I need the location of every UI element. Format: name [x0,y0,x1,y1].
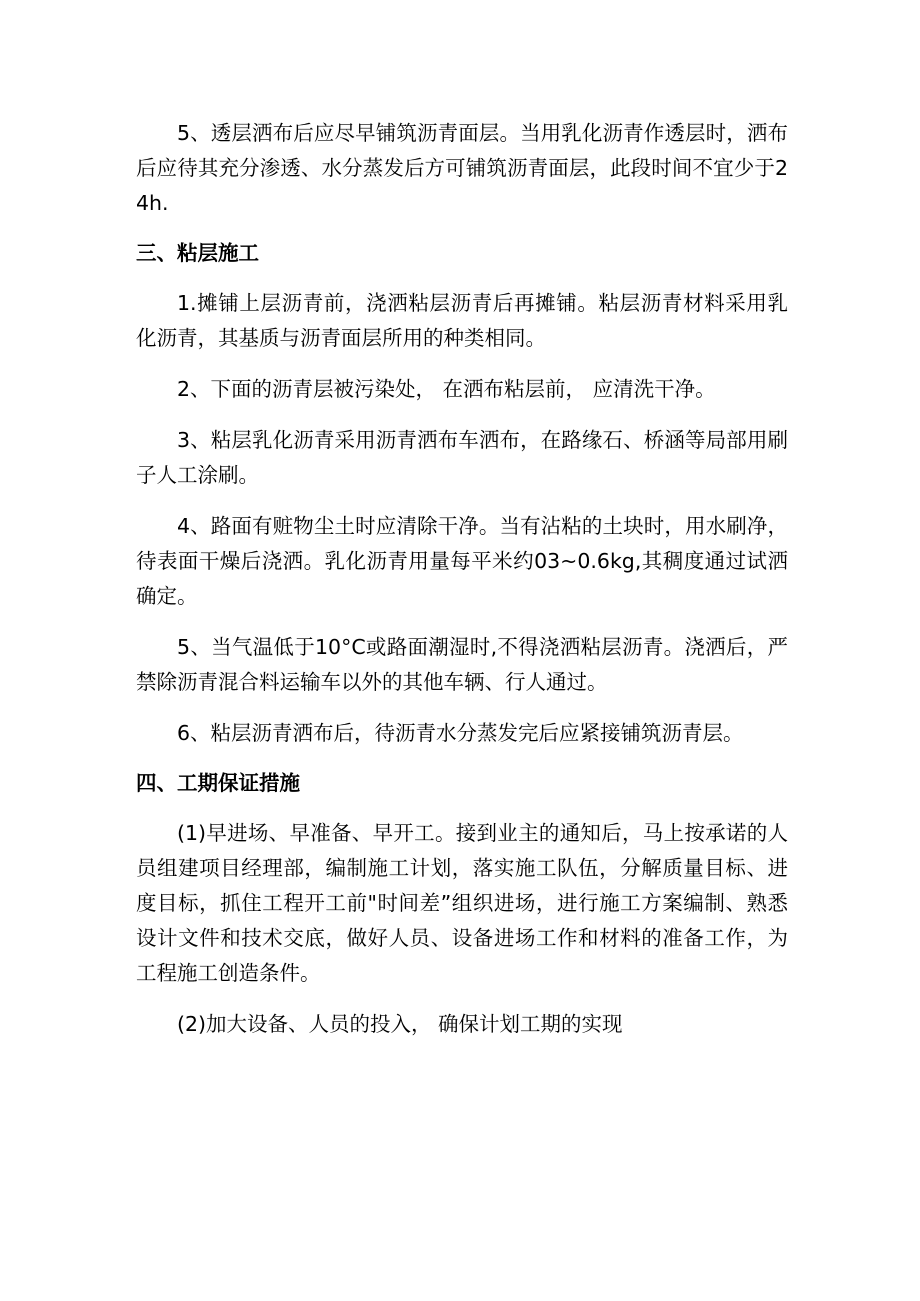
paragraph-tack-coat-1: 1.摊铺上层沥青前，浇洒粘层沥青后再摊铺。粘层沥青材料采用乳化沥青，其基质与沥青面层所用的种类相同。 [136,291,788,350]
paragraph-schedule-2: (2)加大设备、人员的投入， 确保计划工期的实现 [177,1012,623,1036]
paragraph-schedule-1: (1)早进场、早准备、早开工。接到业主的通知后，马上按承诺的人员组建项目经理部，编制施工计划，落实施工队伍，分解质量目标、进度目标，抓住工程开工前"时间差”组织进场，进行施工方案编制、熟悉设计文件和技术交底，做好人员、设备进场工作和材料的准备工作，为工程施工创造条件。 [136,821,788,985]
paragraph-tack-coat-2: 2、下面的沥青层被污染处， 在洒布粘层前， 应清洗干净。 [177,377,716,401]
section-heading-schedule: 四、工期保证措施 [136,771,300,795]
paragraph-tack-coat-4: 4、路面有赃物尘土时应清除干净。当有沾粘的土块时，用水刷净，待表面干燥后浇洒。乳化沥青用量每平米约03~0.6kg,其稠度通过试洒确定。 [136,514,788,608]
document-page [136,116,788,1042]
paragraph-tack-coat-3: 3、粘层乳化沥青采用沥青洒布车洒布，在路缘石、桥涵等局部用刷子人工涂刷。 [136,428,788,487]
paragraph-tack-coat-5: 5、当气温低于10°C或路面潮湿时,不得浇洒粘层沥青。浇洒后，严禁除沥青混合料运输车以外的其他车辆、行人通过。 [136,635,788,694]
section-heading-tack-coat: 三、粘层施工 [136,241,259,265]
paragraph-prime-coat-5: 5、透层洒布后应尽早铺筑沥青面层。当用乳化沥青作透层时，洒布后应待其充分渗透、水分蒸发后方可铺筑沥青面层，此段时间不宜少于24h. [136,121,788,215]
paragraph-tack-coat-6: 6、粘层沥青洒布后，待沥青水分蒸发完后应紧接铺筑沥青层。 [177,721,744,745]
